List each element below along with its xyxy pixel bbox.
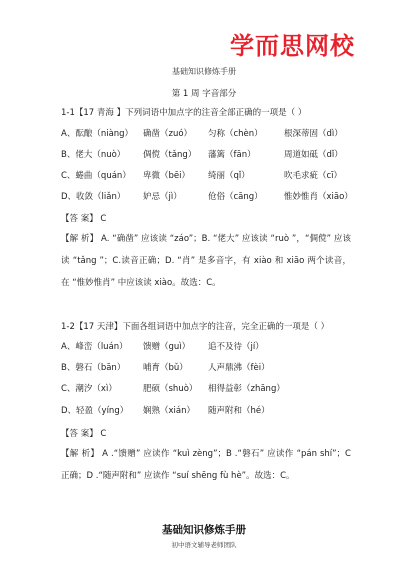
- option-item: A、峰峦（luán）: [61, 342, 128, 352]
- footer-title: 基础知识修炼手册: [162, 524, 246, 536]
- option-item: 根深蒂固（dì）: [284, 129, 343, 139]
- option-row-c: [61, 382, 361, 394]
- option-row-c: [61, 169, 361, 181]
- option-row-b: [61, 361, 361, 373]
- option-item: 绮丽（qǐ）: [208, 171, 250, 181]
- option-item: 妒忌（jì）: [143, 192, 182, 202]
- question-text: 下列词语中加点字的注音全部正确的一项是（ ）: [125, 108, 307, 118]
- option-item: 藩篱（fān）: [208, 150, 256, 160]
- option-row-a: [61, 340, 361, 352]
- question-1-2-stem: [61, 320, 329, 332]
- question-number: 1-2: [61, 322, 75, 332]
- option-item: 娴熟（xián）: [143, 406, 195, 416]
- option-item: 倜傥（tǎng）: [143, 150, 197, 160]
- option-item: 肥硕（shuò）: [143, 384, 198, 394]
- answer-1-1: 【答 案】 C: [61, 214, 107, 224]
- option-row-d: [61, 190, 361, 202]
- option-item: 卑微（bēi）: [143, 171, 190, 181]
- option-row-a: [61, 127, 361, 139]
- option-item: B、佬大（nuò）: [61, 150, 126, 160]
- question-number: 1-1: [61, 108, 75, 118]
- question-source-tag: 【17 天津】: [74, 322, 123, 332]
- option-item: C、潮汐（xì）: [61, 384, 117, 394]
- option-item: B、磐石（bān）: [61, 363, 126, 373]
- option-row-b: [61, 148, 361, 160]
- handbook-title: 基础知识修炼手册: [172, 67, 236, 76]
- option-item: 随声附和（hé）: [208, 406, 270, 416]
- section-title: 第 1 周 字音部分: [171, 89, 237, 99]
- option-item: 哺育（bǔ）: [143, 363, 188, 373]
- footer-subtitle: 初中语文辅导老师团队: [171, 541, 237, 549]
- answer-1-2: 【答 案】 C: [61, 429, 107, 439]
- option-item: 追不及待（jí）: [208, 342, 264, 352]
- option-item: 相得益彰（zhāng）: [208, 384, 285, 394]
- option-item: D、轻盈（yíng）: [61, 406, 129, 416]
- option-item: 匀称（chèn）: [208, 129, 263, 139]
- option-item: 周道如砥（dǐ）: [284, 150, 343, 160]
- option-item: 吹毛求疵（cī）: [284, 171, 343, 181]
- brand-logo: 学而思网校: [230, 32, 355, 60]
- option-item: C、蜷曲（quán）: [61, 171, 131, 181]
- option-item: 馈赠（guì）: [143, 342, 191, 352]
- option-item: 惟妙惟肖（xiāo）: [284, 192, 353, 202]
- question-1-1-stem: [61, 106, 306, 118]
- question-text: 下面各组词语中加点字的注音，完全正确的一项是（ ）: [122, 322, 330, 332]
- option-row-d: [61, 404, 361, 416]
- option-item: A、酝酿（niàng）: [61, 129, 134, 139]
- option-item: 人声鼎沸（fèi）: [208, 363, 270, 373]
- option-item: 伧俗（cāng）: [208, 192, 263, 202]
- option-item: 确凿（zuó）: [143, 129, 193, 139]
- option-item: D、收敛（liǎn）: [61, 192, 126, 202]
- analysis-1-2: 【解 析】 A .“馈赠” 应读作 “kuì zèng”；B .“磐石” 应读作 “pán shí”；C 正确；D .“随声附和” 应读作 “suí shēng fù hè”。故选：C。: [61, 449, 351, 481]
- question-source-tag: 【17 青海 】: [74, 108, 126, 118]
- analysis-1-1: 【解 析】 A. “确凿” 应该读 “záo”；B. “佬大” 应该读 “ruò ”，“倜傥” 应该读 “tǎng ”；C.读音正确；D. “肖” 是多音字，有 xiào 和 xiāo 两个读音，在 “惟妙惟肖” 中应该读 xiào。故选：C。: [61, 234, 351, 288]
